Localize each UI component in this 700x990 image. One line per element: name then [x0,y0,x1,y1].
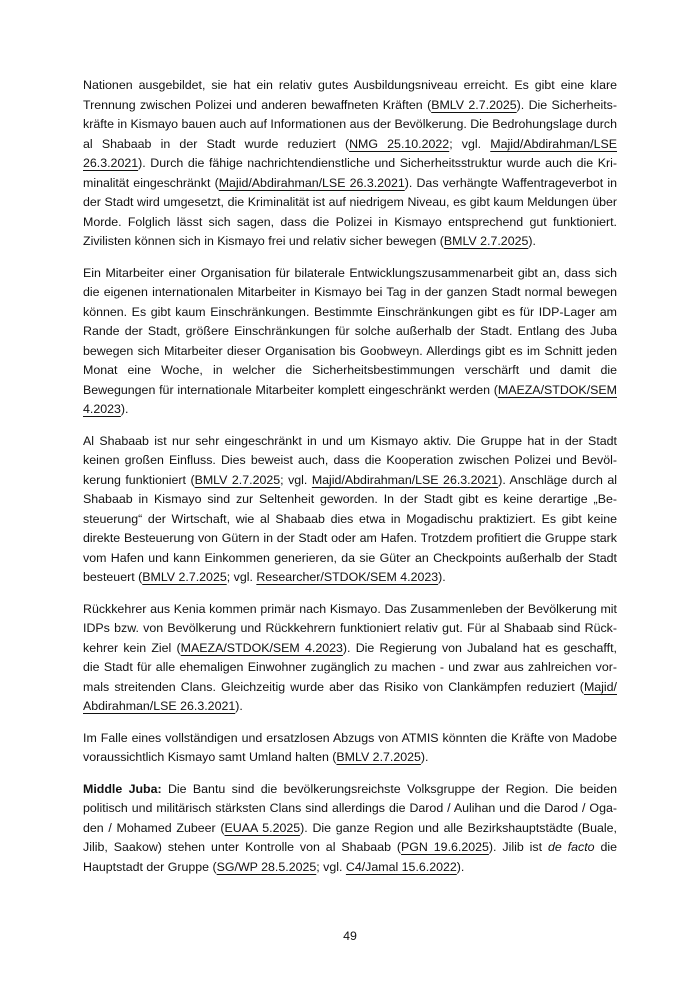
citation-link[interactable]: BMLV 2.7.2025 [142,570,227,584]
body-text: ; vgl. [449,136,491,151]
citation-link[interactable]: MAEZA/STDOK/SEM 4.2023 [180,640,343,655]
body-text: Rückkehrer aus Kenia kommen primär nach Kismayo. Das Zusammenleben der Bevölkerung mit IDPs bzw. von Bevölkerung und Rückkehrern funktioniert relativ gut. Für al Shabaab sind Rückkehrer kein Ziel ( [83,601,617,655]
body-text: Al Shabaab ist nur sehr eingeschränkt in und um Kismayo aktiv. Die Gruppe hat in der Stadt keinen großen Einfluss. Dies beweist auch, dass die Kooperation zwischen Polizei und Bevölkerung funktioniert ( [83,433,617,487]
body-text: Im Falle eines vollständigen und ersatzlosen Abzugs von ATMIS könnten die Kräfte von Madobe voraussichtlich Kismayo samt Umland halten ( [83,730,617,764]
body-text: die Hauptstadt der Gruppe ( [83,840,617,874]
paragraph [83,600,617,717]
citation-link[interactable]: EUAA 5.2025 [224,820,301,835]
body-text: ). Das verhängte Waffentrageverbot in der Stadt wird umgesetzt, die Kriminalität ist auf niedrigem Niveau, es gibt kaum Meldungen über Morde. Folglich lässt sich sagen, dass die Polizei in Kismayo entsprechend gut funktioniert. Zivilisten können sich in Kismayo frei und relativ sicher bewegen ( [83,175,617,248]
citation-link[interactable]: PGN 19.6.2025 [401,840,489,854]
citation-link[interactable]: Researcher/STDOK/SEM 4.2023 [256,570,439,584]
citation-link[interactable]: Majid/​Abdirahman/LSE 26.3.2021 [83,679,617,713]
body-text: ). Jilib ist [488,840,548,854]
body-text: Die Bantu sind die bevölkerungsreichste Volksgruppe der Region. Die beiden politisch und militärisch stärksten Clans sind allerdings die Darod / Aulihan und die Darod / Ogaden / Mohamed Zubeer ( [83,781,617,835]
paragraph [83,432,617,588]
citation-link[interactable]: Majid/Abdirahman/LSE 26.3.2021 [218,175,405,190]
body-text: ). [456,859,465,874]
paragraph [83,729,617,768]
paragraph [83,780,617,878]
citation-link[interactable]: BMLV 2.7.2025 [336,750,421,764]
body-text: ). [438,570,446,584]
citation-link[interactable]: Majid/Abdirahman/LSE 26.3.2021 [83,136,618,170]
body-text: ; vgl. [280,472,312,487]
body-text: Nationen ausgebildet, sie hat ein relativ gutes Ausbildungsniveau erreicht. Es gibt eine klare Trennung zwischen Polizei und anderen bewaffneten Kräften ( [83,78,617,112]
body-text: ). Die ganze Region und alle Bezirkshauptstädte (Buale, Jilib, Saakow) stehen unter Kontrolle von al Shabaab ( [83,820,617,854]
body-text: ). Die Sicherheitskräfte in Kismayo bauen auch auf Informationen aus der Bevölkerung. Die Bedrohungslage durch al Shabaab in der Stadt wurde reduziert ( [83,97,617,151]
body-text: ). [528,234,536,248]
body-text: ). Die Regierung von Jubaland hat es geschafft, die Stadt für alle ehemaligen Einwohner zugänglich zu machen - und zwar aus zahlreichen vormals streitenden Clans. Gleichzeitig wurde aber das Risiko von Clankämpfen reduziert ( [83,640,617,694]
document-body [83,76,617,889]
section-heading-inline: Middle Juba: [83,781,162,796]
body-text: ; vgl. [316,859,346,874]
paragraph [83,264,617,420]
citation-link[interactable]: BMLV 2.7.2025 [194,472,281,487]
citation-link[interactable]: BMLV 2.7.2025 [431,97,517,112]
citation-link[interactable]: NMG 25.10.2022 [349,136,450,151]
paragraph [83,76,617,252]
body-text: ). [235,699,243,713]
body-text: ). [420,750,429,764]
citation-link[interactable]: Majid/Abdirahman/LSE 26.3.2021 [311,472,499,487]
page-number: 49 [343,929,357,943]
citation-link[interactable]: SG/WP 28.5.2025 [216,859,317,874]
citation-link[interactable]: C4/Jamal 15.6.2022 [345,859,457,874]
emphasis-text: de facto [547,840,595,854]
body-text: ). Anschläge durch al Shabaab in Kismayo sind zur Seltenheit geworden. In der Stadt gibt es keine derartige „Besteuerung“ der Wirtschaft, wie al Shabaab dies etwa in Mogadischu praktiziert. Es gibt keine direkte Besteuerung von Gütern in der Stadt oder am Hafen. Trotzdem profitiert die Gruppe stark vom Hafen und kann Einkommen generieren, da sie Güter an Checkpoints außerhalb der Stadt besteuert ( [83,472,618,584]
body-text: ; vgl. [226,570,257,584]
citation-link[interactable]: MAEZA/STDOK/​SEM 4.2023 [83,382,617,416]
body-text: ). [120,402,129,416]
citation-link[interactable]: BMLV 2.7.2025 [443,234,529,248]
body-text: ). Durch die fähige nachrichtendienstliche und Sicherheitsstruktur wurde auch die Kriminalität eingeschränkt ( [83,156,617,190]
body-text: Ein Mitarbeiter einer Organisation für bilaterale Entwicklungszusammenarbeit gibt an, dass sich die eigenen internationalen Mitarbeiter in Kismayo bei Tag in der ganzen Stadt normal bewegen können. Es gibt kaum Einschränkungen. Bestimmte Einschränkungen gibt es für IDP-Lager am Rande der Stadt, größere Einschränkungen für solche außerhalb der Stadt. Entlang des Juba bewegen sich Mitarbeiter dieser Organisation bis Goobweyn. Allerdings gibt es im Schnitt jeden Monat eine Woche, in welcher die Sicherheitsbestimmungen verschärft und damit die Bewegungen für internationale Mitarbeiter komplett eingeschränkt werden ( [83,265,617,397]
